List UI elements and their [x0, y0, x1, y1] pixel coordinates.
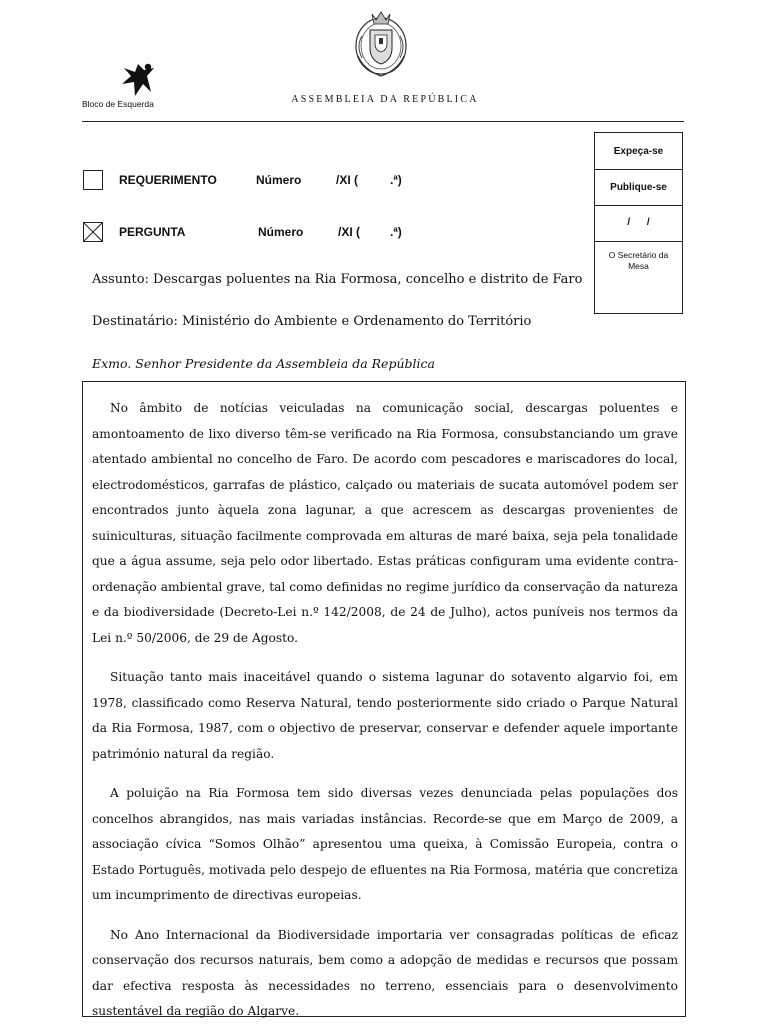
- header-divider: [82, 121, 684, 122]
- star-figure-icon: [118, 62, 156, 98]
- party-name: Bloco de Esquerda: [82, 99, 154, 109]
- body-text-box: [82, 381, 686, 1017]
- body-paragraph: No Ano Internacional da Biodiversidade importaria ver consagradas políticas de eficaz conservação dos recursos naturais, bem como a adopção de medidas e recursos que possam dar efectiva resposta às necessidades no terreno, essenciais para o desenvolvimento sustentável da região do Algarve.: [92, 927, 678, 1018]
- body-paragraph: Situação tanto mais inaceitável quando o sistema lagunar do sotavento algarvio foi, em 1978, classificado como Reserva Natural, tendo posteriormente sido criado o Parque Natural da Ria Formosa, 1987, com o objectivo de preservar, conservar e defender aquele importante património natural da região.: [92, 670, 678, 761]
- coat-of-arms-icon: [350, 6, 412, 82]
- checkbox-cross-icon: [84, 223, 102, 241]
- approval-box: [594, 132, 683, 314]
- pergunta-legislatura: /XI (: [338, 225, 361, 239]
- institution-title: ASSEMBLEIA DA REPÚBLICA: [291, 94, 479, 105]
- pergunta-checkbox[interactable]: [83, 222, 103, 242]
- pergunta-suffix: .ª): [390, 225, 402, 239]
- expeca-label: Expeça-se: [613, 146, 664, 157]
- publique-label: Publique-se: [610, 182, 667, 193]
- requerimento-suffix: .ª): [390, 173, 402, 187]
- pergunta-numero-label: Número: [258, 225, 304, 239]
- body-paragraph: A poluição na Ria Formosa tem sido diversas vezes denunciada pelas populações dos concelhos abrangidos, nas mais variadas instâncias. Recorde-se que em Março de 2009, a associação cívica “Somos Olhão” apresentou uma queixa, à Comissão Europeia, contra o Estado Português, motivada pelo despejo de efluentes na Ria Formosa, matéria que concretiza um incumprimento de directivas europeias.: [92, 786, 678, 902]
- body-paragraph: No âmbito de notícias veiculadas na comunicação social, descargas poluentes e amontoamento de lixo diverso têm-se verificado na Ria Formosa, consubstanciando um grave atentado ambiental no concelho de Faro. De acordo com pescadores e mariscadores do local, electrodomésticos, garrafas de plástico, calçado ou materiais de sucata automóvel podem ser encontrados junto àquela zona lagunar, a que acrescem as descargas provenientes de suiniculturas, situação facilmente comprovada em alturas de maré baixa, seja pela tonalidade que a água assume, seja pelo odor libertado. Estas práticas configuram uma evidente contra-ordenação ambiental grave, tal como definidas no regime jurídico da conservação da natureza e da biodiversidade (Decreto-Lei n.º 142/2008, de 24 de Julho), actos puníveis nos termos da Lei n.º 50/2006, de 29 de Agosto.: [92, 401, 678, 645]
- requerimento-label: REQUERIMENTO: [119, 173, 217, 187]
- requerimento-checkbox[interactable]: [83, 170, 103, 190]
- salutation: Exmo. Senhor Presidente da Assembleia da República: [92, 356, 435, 371]
- divider: [595, 241, 682, 242]
- requerimento-legislatura: /XI (: [336, 173, 359, 187]
- subject-line: Assunto: Descargas poluentes na Ria Formosa, concelho e distrito de Faro: [92, 272, 583, 287]
- divider: [595, 205, 682, 206]
- divider: [595, 169, 682, 170]
- recipient-line: Destinatário: Ministério do Ambiente e Ordenamento do Território: [92, 314, 532, 329]
- secretary-label: O Secretário da Mesa: [608, 250, 669, 271]
- requerimento-numero-label: Número: [256, 173, 302, 187]
- date-field: / /: [627, 217, 650, 228]
- pergunta-label: PERGUNTA: [119, 225, 186, 239]
